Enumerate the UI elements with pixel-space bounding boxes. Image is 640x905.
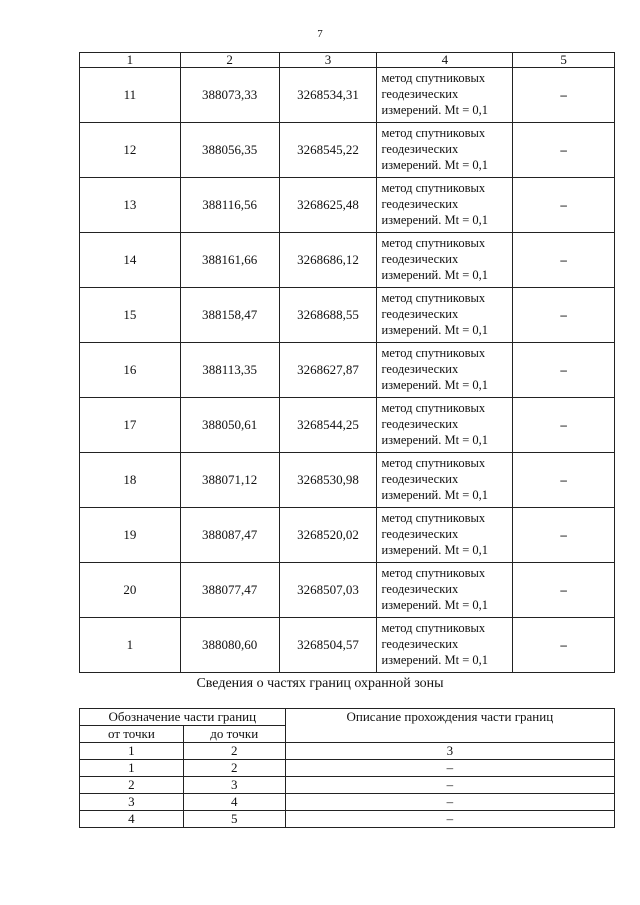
method-cell	[377, 123, 513, 178]
method-line: метод спутниковых	[381, 126, 486, 140]
y-coordinate-cell: 3268688,55	[279, 288, 377, 343]
method-line: геодезических	[381, 362, 459, 376]
method-line: измерений. Mt = 0,1	[381, 323, 488, 337]
note-cell: –	[513, 453, 615, 508]
y-coordinate-cell: 3268520,02	[279, 508, 377, 563]
method-line: метод спутниковых	[381, 456, 486, 470]
table-row	[80, 563, 615, 618]
point-number-cell: 13	[80, 178, 181, 233]
table-row	[80, 794, 615, 811]
x-coordinate-cell: 388161,66	[180, 233, 279, 288]
note-cell: –	[513, 233, 615, 288]
note-cell: –	[513, 288, 615, 343]
point-number-cell: 14	[80, 233, 181, 288]
method-line: метод спутниковых	[381, 346, 486, 360]
y-coordinate-cell: 3268534,31	[279, 68, 377, 123]
description-cell: –	[285, 777, 614, 794]
method-line: геодезических	[381, 142, 459, 156]
x-coordinate-cell: 388073,33	[180, 68, 279, 123]
to-point-cell: 2	[183, 760, 285, 777]
x-coordinate-cell: 388080,60	[180, 618, 279, 673]
to-point-cell: 2	[183, 743, 285, 760]
method-cell	[377, 178, 513, 233]
from-point-cell: 2	[80, 777, 184, 794]
coords-header-cell: 2	[180, 53, 279, 68]
from-point-cell: 1	[80, 760, 184, 777]
x-coordinate-cell: 388158,47	[180, 288, 279, 343]
method-line: измерений. Mt = 0,1	[381, 543, 488, 557]
y-coordinate-cell: 3268507,03	[279, 563, 377, 618]
table-row	[80, 743, 615, 760]
parts-header-row	[80, 709, 615, 726]
method-line: геодезических	[381, 472, 459, 486]
method-line: геодезических	[381, 87, 459, 101]
x-coordinate-cell: 388056,35	[180, 123, 279, 178]
description-cell: –	[285, 760, 614, 777]
table-row	[80, 760, 615, 777]
y-coordinate-cell: 3268545,22	[279, 123, 377, 178]
table-row	[80, 811, 615, 828]
y-coordinate-cell: 3268627,87	[279, 343, 377, 398]
method-line: измерений. Mt = 0,1	[381, 433, 488, 447]
x-coordinate-cell: 388071,12	[180, 453, 279, 508]
point-number-cell: 11	[80, 68, 181, 123]
note-cell: –	[513, 178, 615, 233]
boundary-parts-table	[79, 708, 615, 828]
table-row	[80, 68, 615, 123]
table-row	[80, 508, 615, 563]
description-cell: –	[285, 811, 614, 828]
parts-header-group: Обозначение части границ	[80, 709, 286, 726]
method-cell	[377, 233, 513, 288]
method-line: измерений. Mt = 0,1	[381, 213, 488, 227]
point-number-cell: 20	[80, 563, 181, 618]
page-number: 7	[317, 28, 323, 40]
x-coordinate-cell: 388116,56	[180, 178, 279, 233]
point-number-cell: 1	[80, 618, 181, 673]
y-coordinate-cell: 3268686,12	[279, 233, 377, 288]
from-point-cell: 4	[80, 811, 184, 828]
coords-header-cell: 1	[80, 53, 181, 68]
method-line: метод спутниковых	[381, 511, 486, 525]
note-cell: –	[513, 68, 615, 123]
coords-header-cell: 3	[279, 53, 377, 68]
to-point-cell: 4	[183, 794, 285, 811]
parts-header-from: от точки	[80, 726, 184, 743]
x-coordinate-cell: 388050,61	[180, 398, 279, 453]
y-coordinate-cell: 3268530,98	[279, 453, 377, 508]
parts-header-description: Описание прохождения части границ	[285, 709, 614, 743]
coordinates-table	[79, 52, 615, 673]
method-line: измерений. Mt = 0,1	[381, 103, 488, 117]
method-line: геодезических	[381, 307, 459, 321]
coords-header-row	[80, 53, 615, 68]
method-cell	[377, 453, 513, 508]
method-line: измерений. Mt = 0,1	[381, 488, 488, 502]
description-cell: –	[285, 794, 614, 811]
to-point-cell: 3	[183, 777, 285, 794]
method-line: метод спутниковых	[381, 566, 486, 580]
y-coordinate-cell: 3268504,57	[279, 618, 377, 673]
table-row	[80, 618, 615, 673]
coords-header-cell: 5	[513, 53, 615, 68]
description-cell: 3	[285, 743, 614, 760]
to-point-cell: 5	[183, 811, 285, 828]
method-line: измерений. Mt = 0,1	[381, 268, 488, 282]
note-cell: –	[513, 398, 615, 453]
method-line: геодезических	[381, 582, 459, 596]
from-point-cell: 3	[80, 794, 184, 811]
method-line: измерений. Mt = 0,1	[381, 378, 488, 392]
note-cell: –	[513, 618, 615, 673]
method-line: метод спутниковых	[381, 236, 486, 250]
coords-header-cell: 4	[377, 53, 513, 68]
section-title: Сведения о частях границ охранной зоны	[196, 676, 444, 691]
point-number-cell: 17	[80, 398, 181, 453]
method-line: измерений. Mt = 0,1	[381, 653, 488, 667]
table-row	[80, 343, 615, 398]
method-line: метод спутниковых	[381, 291, 486, 305]
table-row	[80, 123, 615, 178]
table-row	[80, 453, 615, 508]
x-coordinate-cell: 388113,35	[180, 343, 279, 398]
method-line: измерений. Mt = 0,1	[381, 598, 488, 612]
method-line: геодезических	[381, 527, 459, 541]
note-cell: –	[513, 563, 615, 618]
table-row	[80, 233, 615, 288]
x-coordinate-cell: 388087,47	[180, 508, 279, 563]
table-row	[80, 398, 615, 453]
table-row	[80, 178, 615, 233]
point-number-cell: 16	[80, 343, 181, 398]
note-cell: –	[513, 343, 615, 398]
point-number-cell: 12	[80, 123, 181, 178]
method-line: измерений. Mt = 0,1	[381, 158, 488, 172]
parts-header-to: до точки	[183, 726, 285, 743]
table-row	[80, 777, 615, 794]
method-cell	[377, 563, 513, 618]
note-cell: –	[513, 123, 615, 178]
y-coordinate-cell: 3268544,25	[279, 398, 377, 453]
method-line: геодезических	[381, 417, 459, 431]
point-number-cell: 18	[80, 453, 181, 508]
method-cell	[377, 288, 513, 343]
x-coordinate-cell: 388077,47	[180, 563, 279, 618]
method-line: геодезических	[381, 637, 459, 651]
method-line: метод спутниковых	[381, 181, 486, 195]
method-line: метод спутниковых	[381, 71, 486, 85]
point-number-cell: 19	[80, 508, 181, 563]
method-cell	[377, 68, 513, 123]
method-cell	[377, 398, 513, 453]
method-line: геодезических	[381, 197, 459, 211]
table-row	[80, 288, 615, 343]
method-cell	[377, 343, 513, 398]
method-line: геодезических	[381, 252, 459, 266]
method-line: метод спутниковых	[381, 621, 486, 635]
point-number-cell: 15	[80, 288, 181, 343]
y-coordinate-cell: 3268625,48	[279, 178, 377, 233]
method-line: метод спутниковых	[381, 401, 486, 415]
method-cell	[377, 508, 513, 563]
note-cell: –	[513, 508, 615, 563]
from-point-cell: 1	[80, 743, 184, 760]
method-cell	[377, 618, 513, 673]
